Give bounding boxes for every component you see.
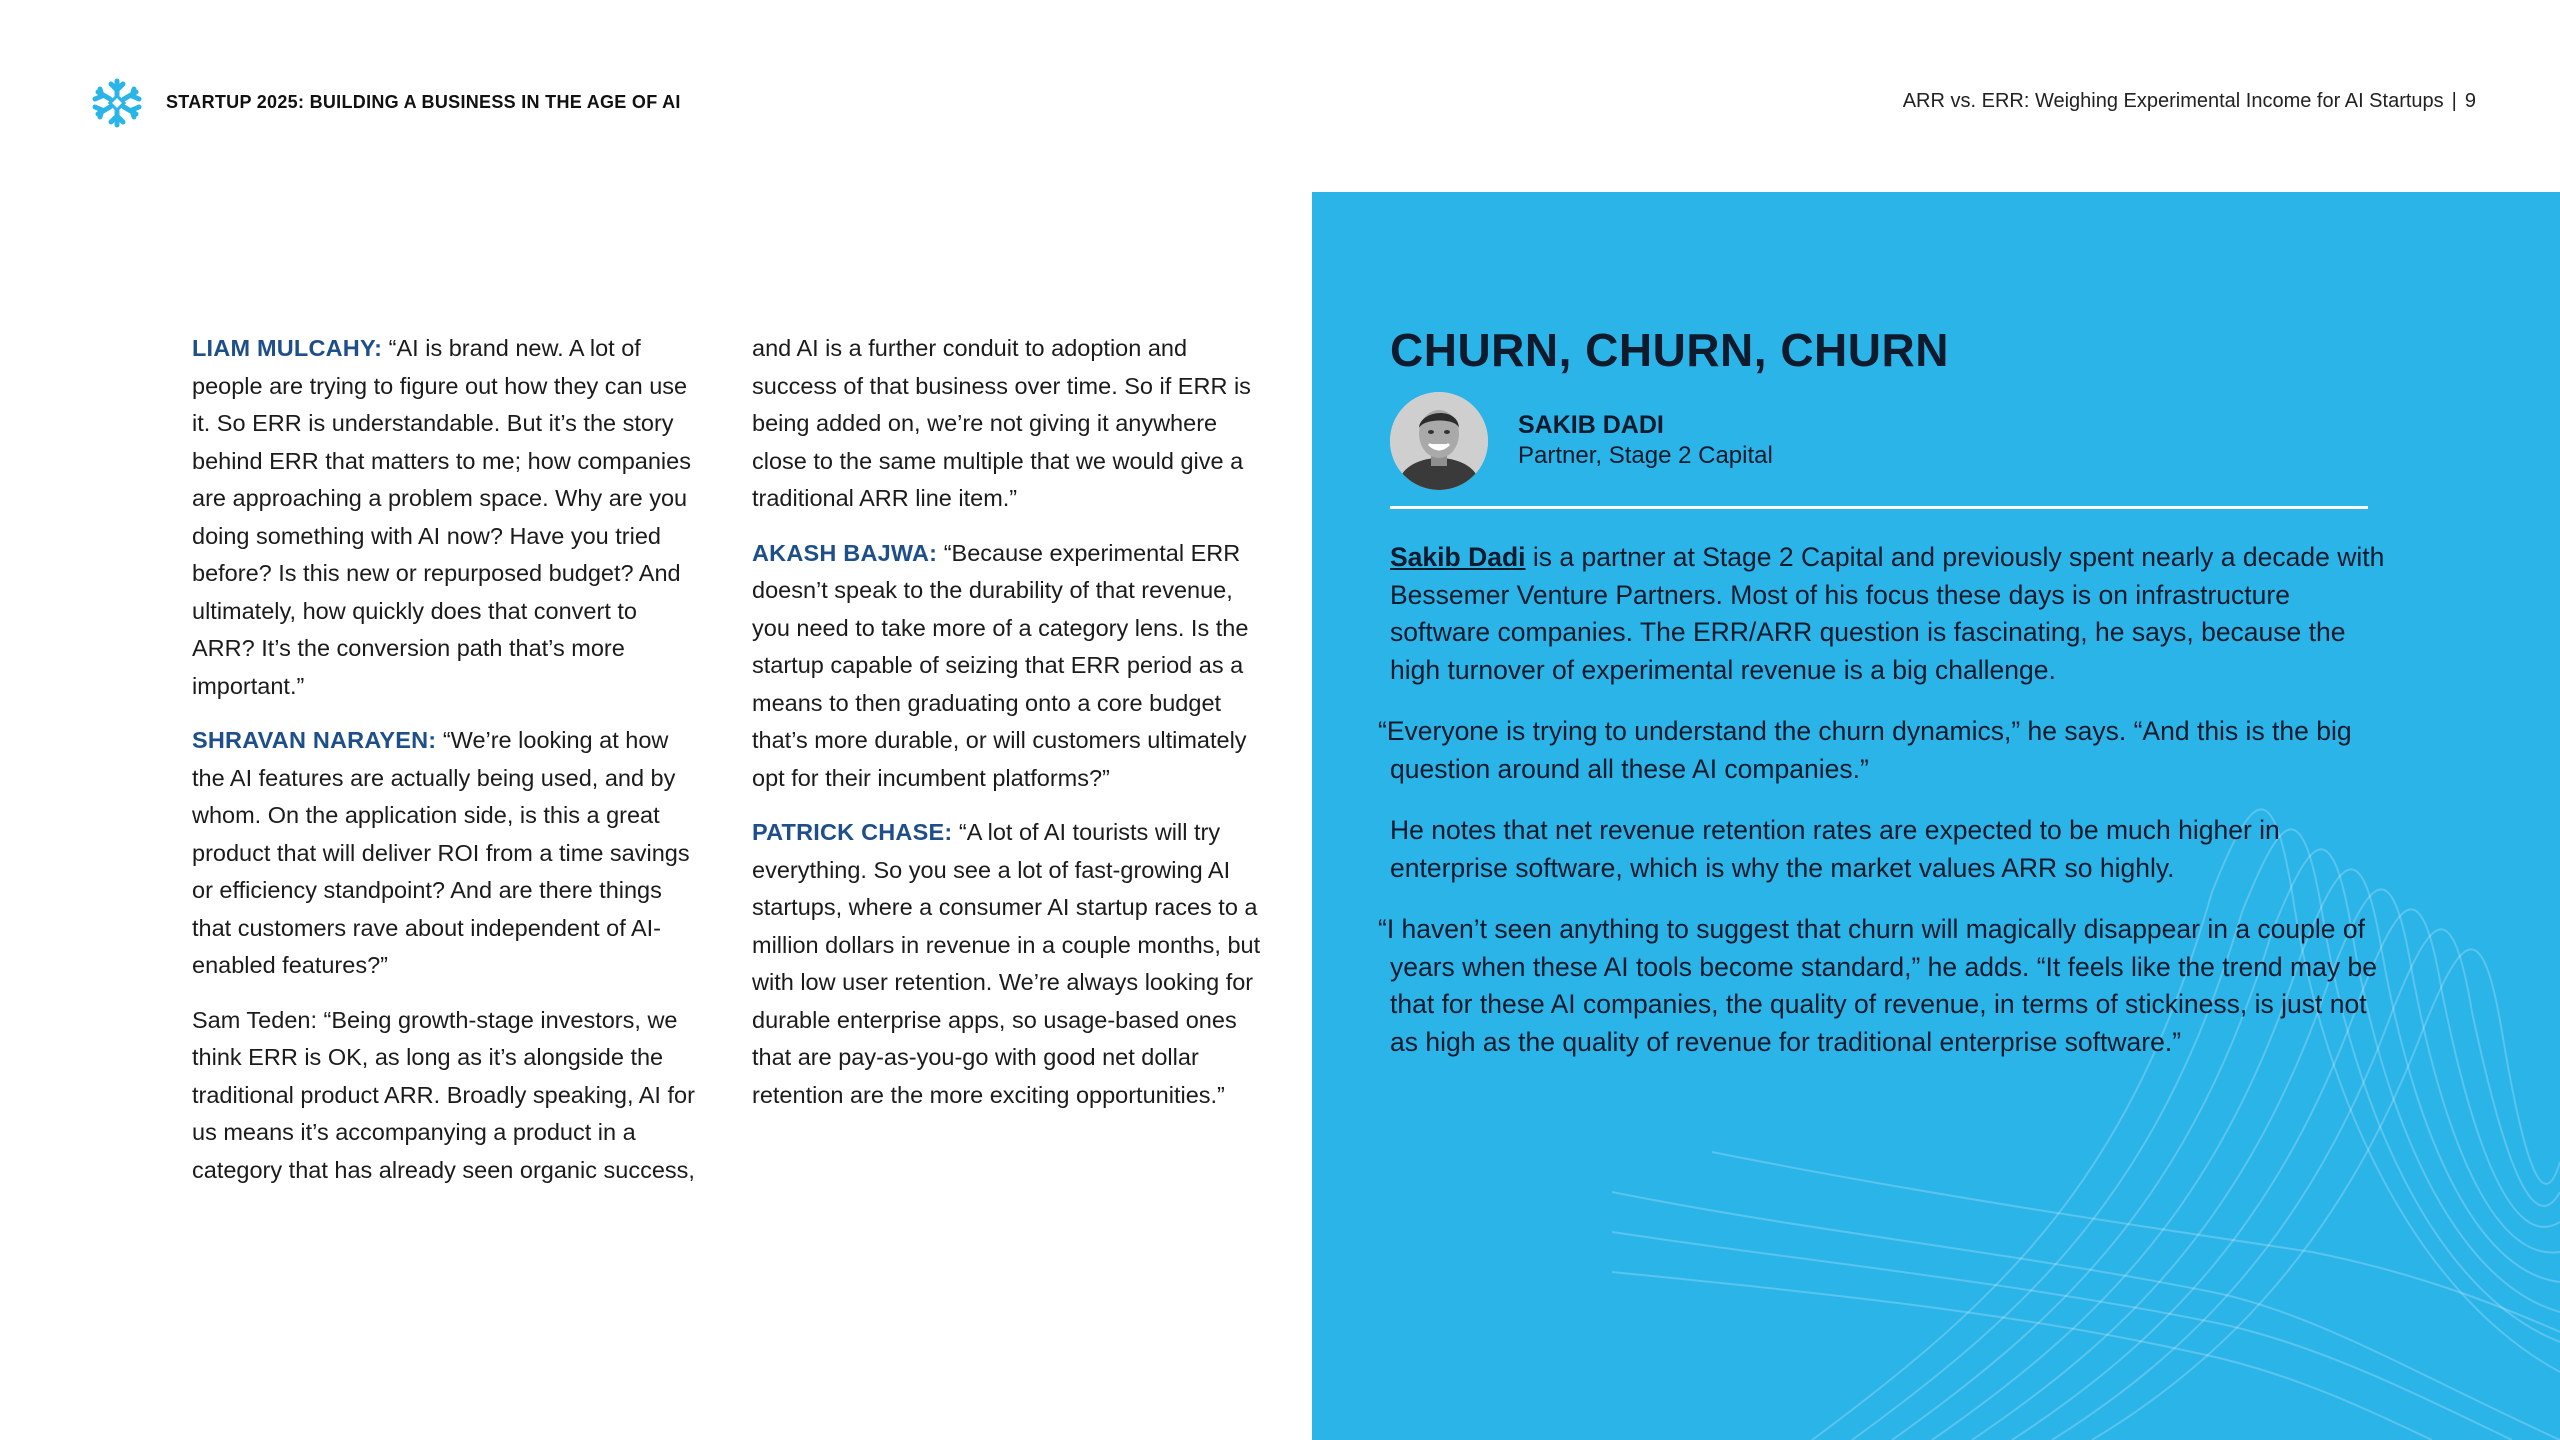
quote-paragraph: “Everyone is trying to understand the churn dynamics,” he says. “And this is the big question around all these AI companies.” (1378, 716, 2352, 784)
paragraph (752, 814, 1262, 1114)
snowflake-icon (90, 76, 144, 130)
quote-text: “A lot of AI tourists will try everything. So you see a lot of fast-growing AI startups, where a consumer AI startup races to a million dollars in revenue in a couple months, but with low user retention. We’re always looking for durable enterprise apps, so usage-based ones that are pay-as-you-go with good net dollar retention are the more exciting opportunities.” (752, 819, 1261, 1108)
speaker-name: AKASH BAJWA: (752, 539, 938, 566)
quote-paragraph: “I haven’t seen anything to suggest that churn will magically disappear in a couple of years when these AI tools become standard,” he adds. “It feels like the trend may be that for these AI companies, the quality of revenue, in terms of stickiness, is just not as high as the quality of revenue for traditional enterprise software.” (1378, 914, 2377, 1057)
avatar-portrait-icon (1390, 392, 1488, 490)
running-head (1903, 90, 2476, 113)
sidebar-panel (1312, 192, 2560, 1440)
paragraph: Sam Teden: “Being growth-stage investors, we think ERR is OK, as long as it’s alongside the traditional product ARR. Broadly speaking, AI for us means it’s accompanying a product in a category that has already seen organic success, (192, 1006, 695, 1183)
text-column-1 (192, 330, 702, 1206)
paragraph-text: is a partner at Stage 2 Capital and previously spent nearly a decade with Bessemer Venture Partners. Most of his focus these days is on infrastructure software companies. The ERR/ARR question is fascinating, he says, because the high turnover of experimental revenue is a big challenge. (1390, 542, 2385, 685)
avatar (1390, 392, 1488, 490)
report-title: STARTUP 2025: BUILDING A BUSINESS IN THE AGE OF AI (166, 92, 681, 112)
page-number: 9 (2464, 90, 2476, 112)
profile-name: SAKIB DADI (1518, 411, 1664, 439)
quote-text: “Because experimental ERR doesn’t speak to the durability of that revenue, you need to take more of a category lens. Is the startup capable of seizing that ERR period as a means to then graduating onto a core budget that’s more durable, or will customers ultimately opt for their incumbent platforms?” (752, 539, 1249, 791)
sidebar-content (1378, 322, 2390, 1085)
paragraph (752, 535, 1262, 798)
header-separator: | (2451, 90, 2457, 112)
paragraph (192, 330, 702, 705)
speaker-name: PATRICK CHASE: (752, 819, 953, 845)
profile-block (1390, 392, 2390, 490)
sidebar-title: CHURN, CHURN, CHURN (1390, 324, 1949, 376)
paragraph: He notes that net revenue retention rates are expected to be much higher in enterprise software, which is why the market values ARR so highly. (1390, 815, 2280, 883)
sidebar-body (1378, 539, 2390, 1061)
quote-text: “We’re looking at how the AI features are actually being used, and by whom. On the application side, is this a great product that will deliver ROI from a time savings or efficiency standpoint? And are there things that customers rave about independent of AI-enabled features?” (192, 727, 690, 978)
section-title: ARR vs. ERR: Weighing Experimental Income for AI Startups (1902, 90, 2444, 112)
paragraph: and AI is a further conduit to adoption and success of that business over time. So if ERR is being added on, we’re not giving it anywhere close to the same multiple that we would give a traditional ARR line item.” (752, 335, 1251, 511)
speaker-name: LIAM MULCAHY: (192, 335, 383, 361)
quote-text: “AI is brand new. A lot of people are trying to figure out how they can use it. So ERR is understandable. But it’s the story behind ERR that matters to me; how companies are approaching a problem space. Why are you doing something with AI now? Have you tried before? Is this new or repurposed budget? And ultimately, how quickly does that convert to ARR? It’s the conversion path that’s more important.” (192, 335, 691, 699)
profile-link[interactable]: Sakib Dadi (1390, 542, 1526, 572)
paragraph (1390, 539, 2390, 689)
profile-text (1518, 410, 1773, 472)
text-column-2 (752, 330, 1262, 1131)
profile-role: Partner, Stage 2 Capital (1518, 442, 1773, 469)
divider (1390, 506, 2368, 509)
paragraph (192, 722, 702, 985)
speaker-name: SHRAVAN NARAYEN: (192, 727, 437, 753)
